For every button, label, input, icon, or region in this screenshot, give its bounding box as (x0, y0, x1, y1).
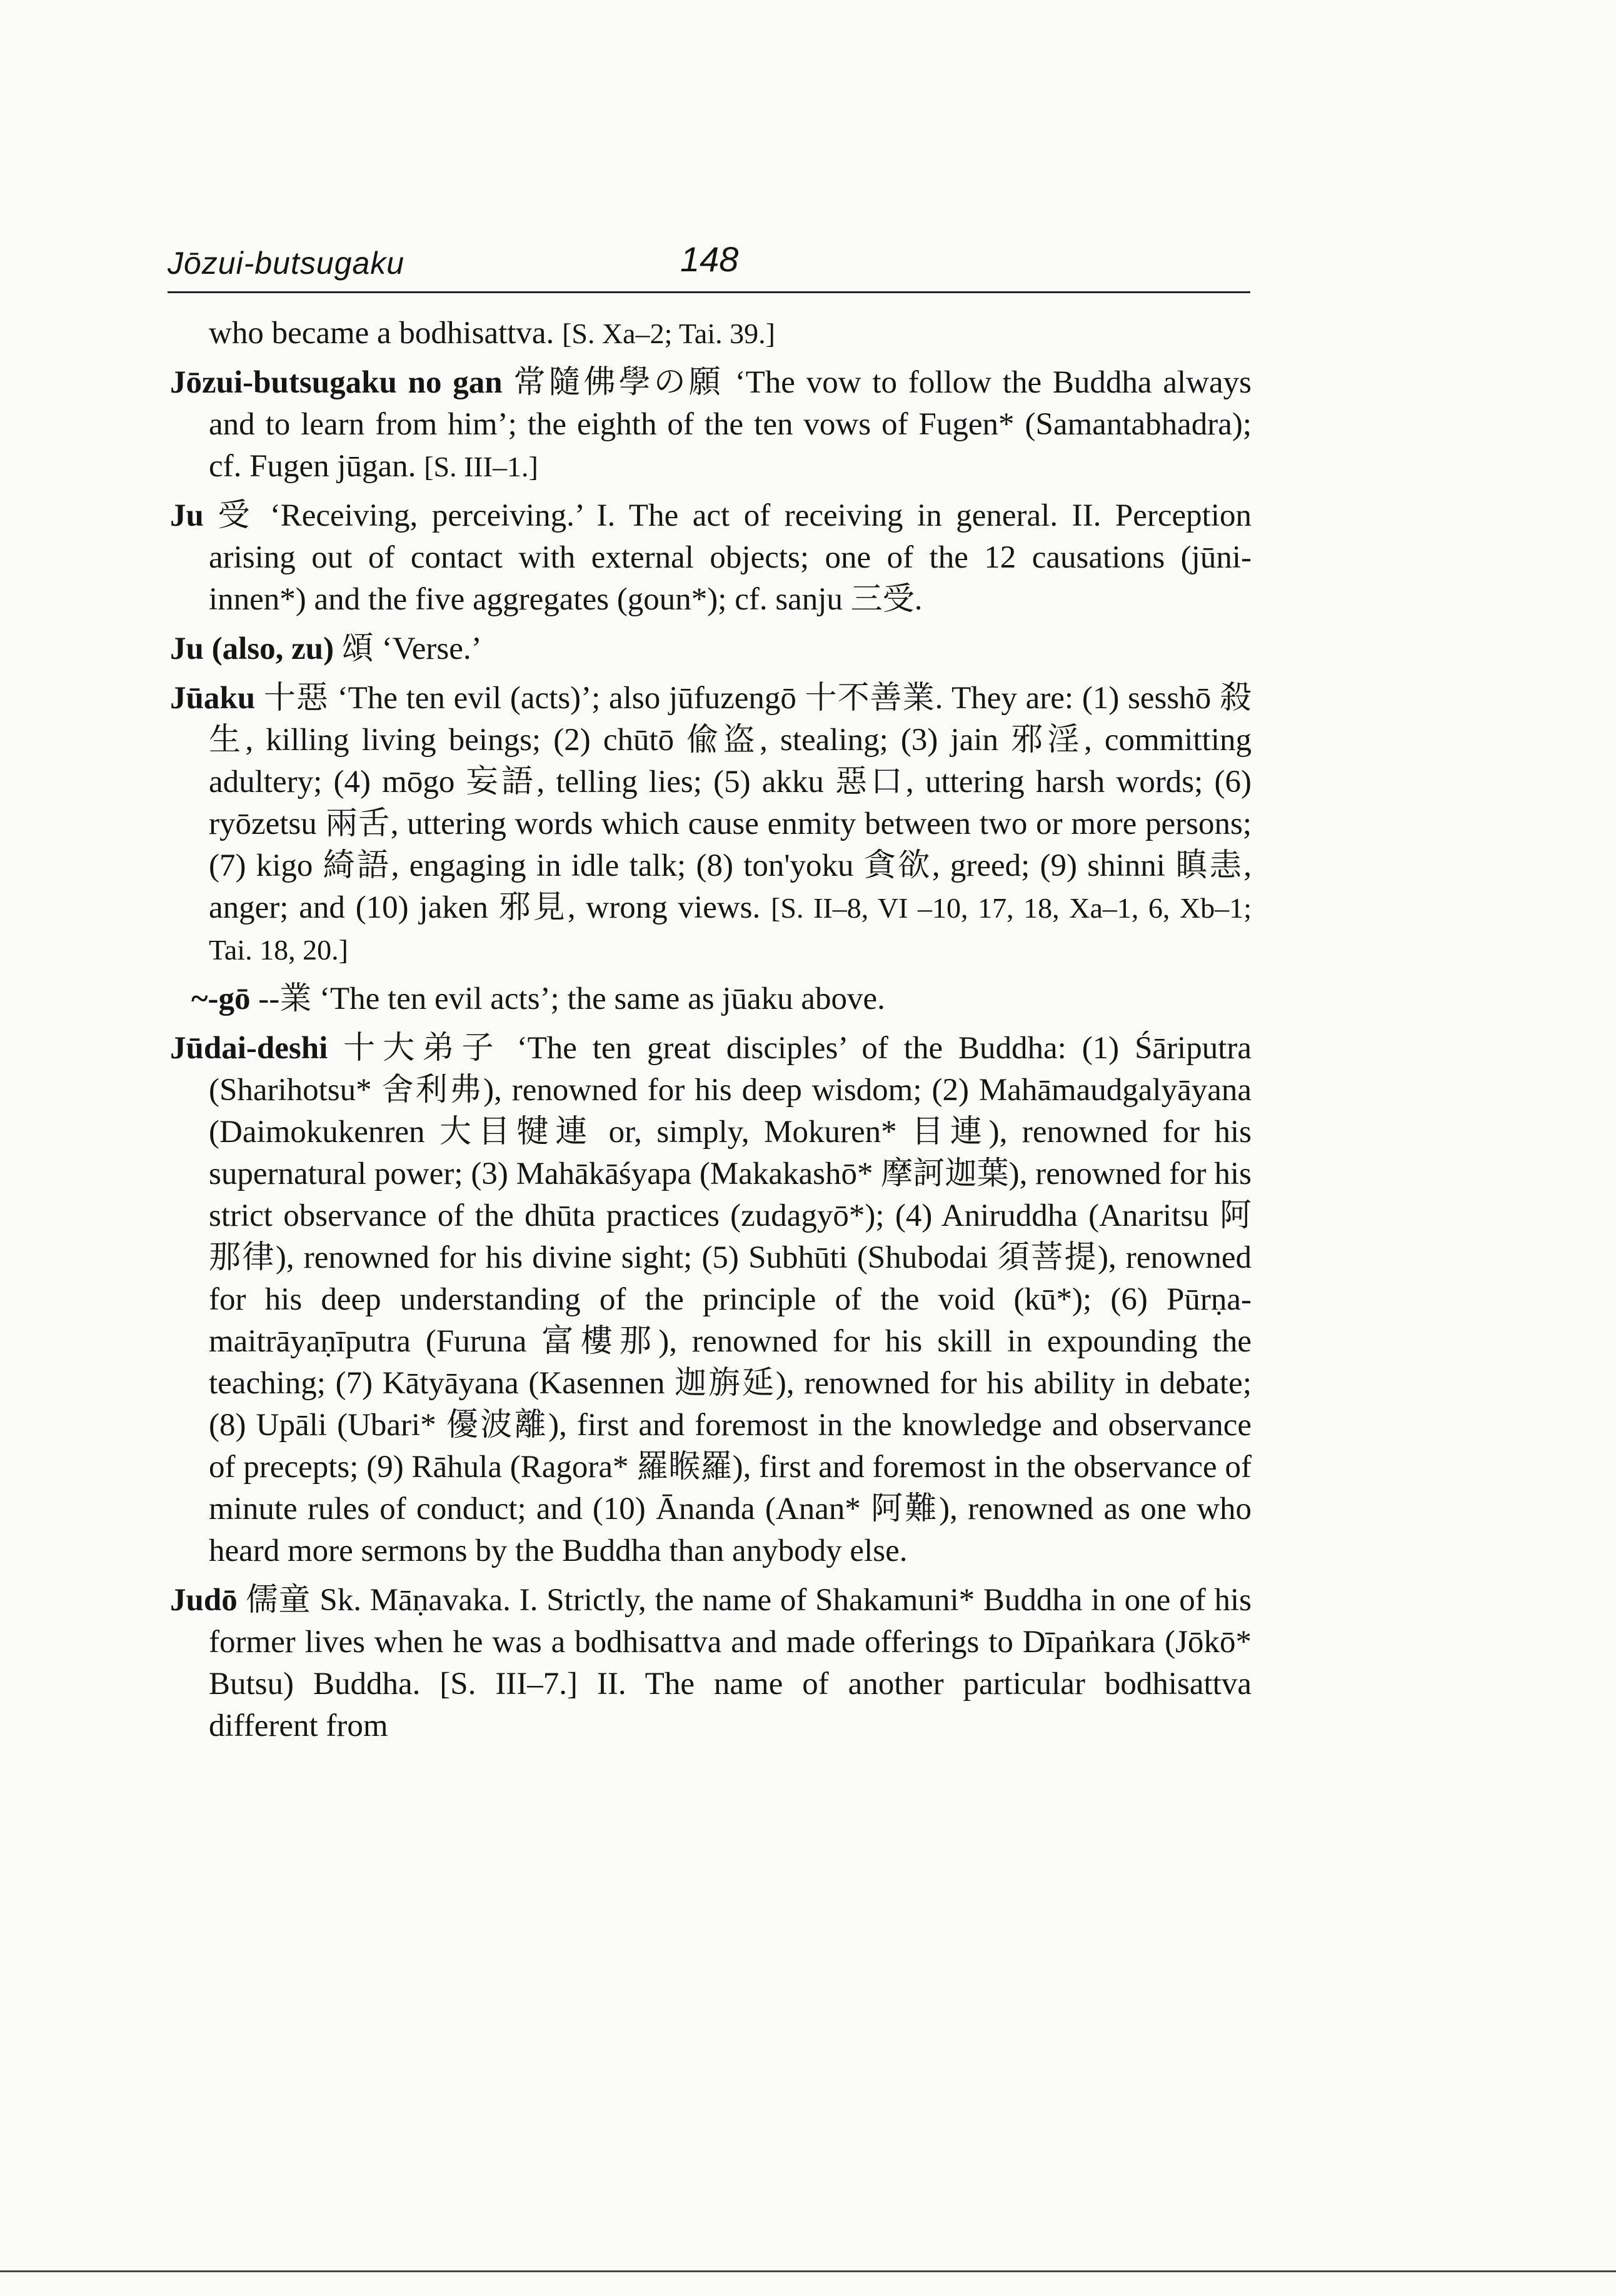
entry-ju (170, 495, 1252, 621)
subentry-go (170, 978, 1252, 1020)
entry-headword: Ju (also, zu) (170, 631, 334, 666)
entry-text: 儒童 Sk. Māṇavaka. I. Strictly, the name of Shakamuni* Buddha in one of his former lives when he was a bodhisattva and made offerings to Dīpaṅkara (Jōkō* Butsu) Buddha. [S. III–7.] II. The name of another particular bodhisattva different from (209, 1583, 1252, 1743)
entry-text: 常隨佛學の願 ‘The vow to follow the Buddha always and to learn from him’; the eighth of the ten vows of Fugen* (Samantabhadra); cf. Fugen jūgan. (209, 365, 1252, 484)
entry-text: 頌 ‘Verse.’ (341, 631, 482, 666)
continuation-refs: [S. Xa–2; Tai. 39.] (562, 318, 775, 349)
subentry-headword: ~-gō (191, 981, 251, 1016)
entry-jozui-butsugaku-no-gan (170, 362, 1252, 488)
entry-juaku (170, 678, 1252, 971)
continuation-body: who became a bodhisattva. (209, 316, 555, 351)
continuation-text (170, 313, 1252, 354)
entry-judo (170, 1580, 1252, 1747)
entry-headword: Jōzui-butsugaku no gan (170, 365, 503, 400)
entry-refs: [S. III–1.] (424, 451, 538, 483)
dictionary-column (170, 313, 1252, 1755)
entry-text: 十大弟子 ‘The ten great disciples’ of the Buddha: (1) Śāriputra (Sharihotsu* 舍利弗), renowned for his deep wisdom; (2) Mahāmaudgalyāyana (Daimokukenren 大目犍連 or, simply, Mokuren* 目連), renowned for his supernatural power; (3) Mahākāśyapa (Makakashō* 摩訶迦葉), renowned for his strict observance of the dhūta practices (zudagyō*); (4) Aniruddha (Anaritsu 阿那律), renowned for his divine sight; (5) Subhūti (Shubodai 須菩提), renowned for his deep understanding of the principle of the void (kū*); (6) Pūrṇa-maitrāyaṇīputra (Furuna 富樓那), renowned for his skill in expounding the teaching; (7) Kātyāyana (Kasennen 迦旃延), renowned for his ability in debate; (8) Upāli (Ubari* 優波離), first and foremost in the knowledge and observance of precepts; (9) Rāhula (Ragora* 羅睺羅), first and foremost in the observance of minute rules of conduct; and (10) Ānanda (Anan* 阿難), renowned as one who heard more sermons by the Buddha than anybody else. (209, 1031, 1252, 1568)
entry-judai-deshi (170, 1028, 1252, 1572)
page-number: 148 (680, 239, 739, 279)
entry-headword: Ju (170, 498, 204, 533)
running-head: Jōzui-butsugaku (168, 246, 405, 281)
entry-text: 受 ‘Receiving, perceiving.’ I. The act of receiving in general. II. Perception arising out of contact with external objects; one of the 12 causations (jūni-innen*) and the five aggregates (goun*); cf. sanju 三受. (209, 498, 1252, 617)
scan-edge-line (0, 2270, 1616, 2272)
entry-ju-verse (170, 628, 1252, 670)
entry-headword: Judō (170, 1583, 238, 1618)
entry-headword: Jūdai-deshi (170, 1031, 328, 1066)
subentry-text: --業 ‘The ten evil acts’; the same as jūaku above. (258, 981, 885, 1016)
header-rule (168, 291, 1250, 293)
entry-headword: Jūaku (170, 681, 256, 716)
entry-refs: [S. II–8, VI –10, 17, 18, Xa–1, 6, Xb–1; Tai. 18, 20.] (209, 892, 1252, 966)
page-header (168, 233, 1249, 283)
entry-text: 十惡 ‘The ten evil (acts)’; also jūfuzengō 十不善業. They are: (1) sesshō 殺生, killing living beings; (2) chūtō 偸盗, stealing; (3) jain 邪淫, committing adultery; (4) mōgo 妄語, telling lies; (5) akku 惡口, uttering harsh words; (6) ryōzetsu 兩舌, uttering words which cause enmity between two or more persons; (7) kigo 綺語, engaging in idle talk; (8) ton'yoku 貪欲, greed; (9) shinni 瞋恚, anger; and (10) jaken 邪見, wrong views. (209, 681, 1252, 925)
